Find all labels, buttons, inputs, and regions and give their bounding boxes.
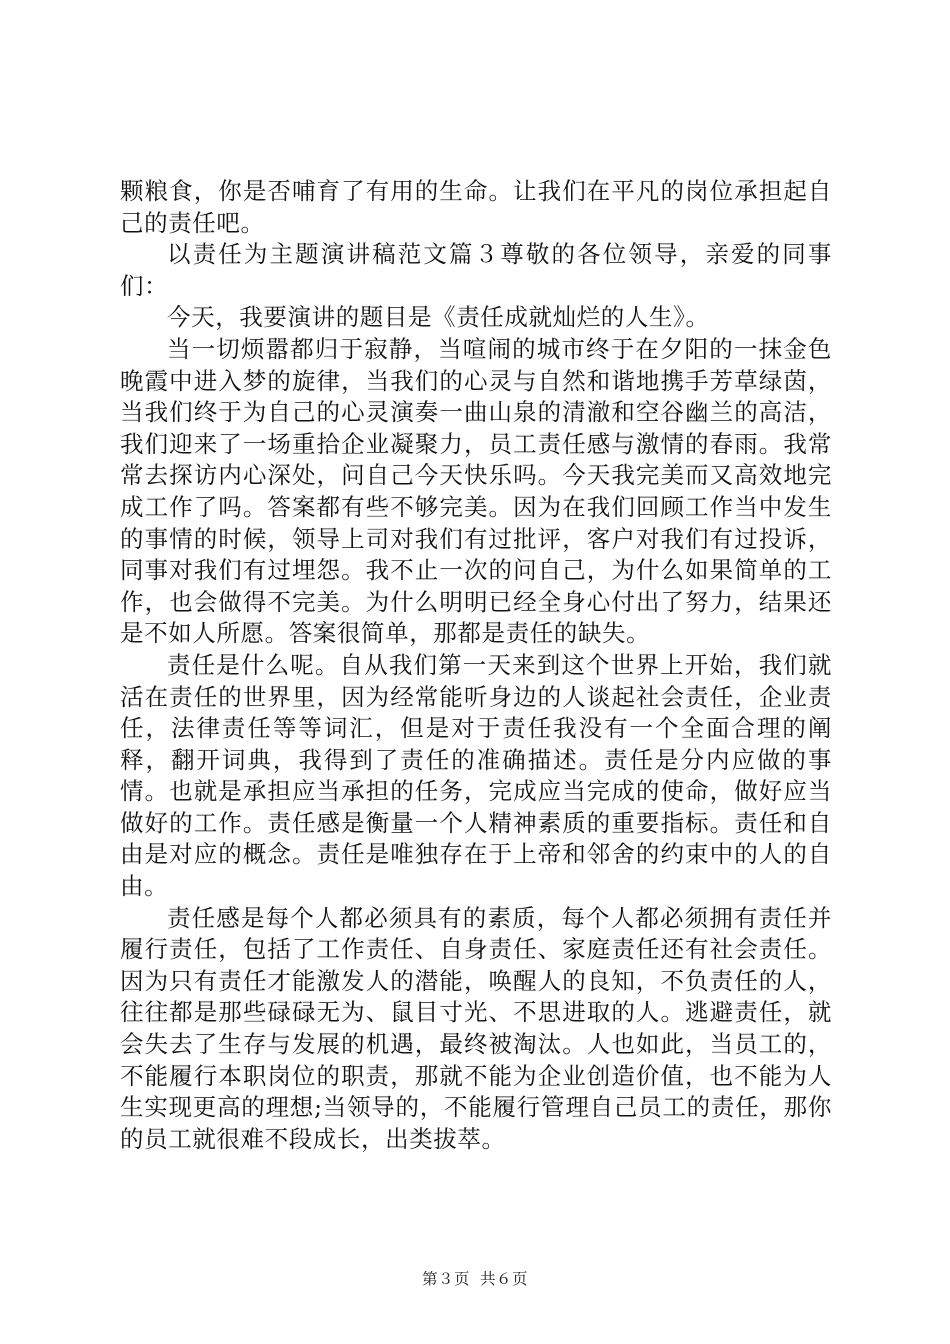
paragraph-body-3: 责任感是每个人都必须具有的素质，每个人都必须拥有责任并履行责任，包括了工作责任、自身责任、家庭责任还有社会责任。因为只有责任才能激发人的潜能，唤醒人的良知，不负责任的人，往往都是那些碌碌无为、鼠目寸光、不思进取的人。逃避责任，就会失去了生存与发展的机遇，最终被淘汰。人也如此，当员工的，不能履行本职岗位的职责，那就不能为企业创造价值，也不能为人生实现更高的理想;当领导的，不能履行管理自己员工的责任，那你的员工就很难不段成长，出类拔萃。 [120, 903, 832, 1153]
paragraph-speech-heading: 以责任为主题演讲稿范文篇３尊敬的各位领导，亲爱的同事们： [120, 240, 832, 300]
paragraph-continuation: 颗粮食，你是否哺育了有用的生命。让我们在平凡的岗位承担起自己的责任吧。 [120, 177, 832, 237]
document-body [120, 176, 832, 1155]
paragraph-body-2: 责任是什么呢。自从我们第一天来到这个世界上开始，我们就活在责任的世界里，因为经常能听身边的人谈起社会责任，企业责任，法律责任等等词汇，但是对于责任我没有一个全面合理的阐释，翻开词典，我得到了责任的准确描述。责任是分内应做的事情。也就是承担应当承担的任务，完成应当完成的使命，做好应当做好的工作。责任感是衡量一个人精神素质的重要指标。责任和自由是对应的概念。责任是唯独存在于上帝和邻舍的约束中的人的自由。 [120, 650, 832, 901]
page-total: 共６页 [480, 1270, 529, 1288]
page-footer [0, 1267, 950, 1289]
page-number: 第３页 [421, 1270, 470, 1288]
paragraph-speech-title: 今天，我要演讲的题目是《责任成就灿烂的人生》。 [167, 303, 710, 332]
paragraph-body-1: 当一切烦嚣都归于寂静，当喧闹的城市终于在夕阳的一抹金色晚霞中进入梦的旋律，当我们的心灵与自然和谐地携手芳草绿茵，当我们终于为自己的心灵演奏一曲山泉的清澈和空谷幽兰的高洁，我们迎来了一场重拾企业凝聚力，员工责任感与激情的春雨。我常常去探访内心深处，问自己今天快乐吗。今天我完美而又高效地完成工作了吗。答案都有些不够完美。因为在我们回顾工作当中发生的事情的时候，领导上司对我们有过批评，客户对我们有过投诉，同事对我们有过埋怨。我不止一次的问自己，为什么如果简单的工作，也会做得不完美。为什么明明已经全身心付出了努力，结果还是不如人所愿。答案很简单，那都是责任的缺失。 [120, 334, 832, 648]
